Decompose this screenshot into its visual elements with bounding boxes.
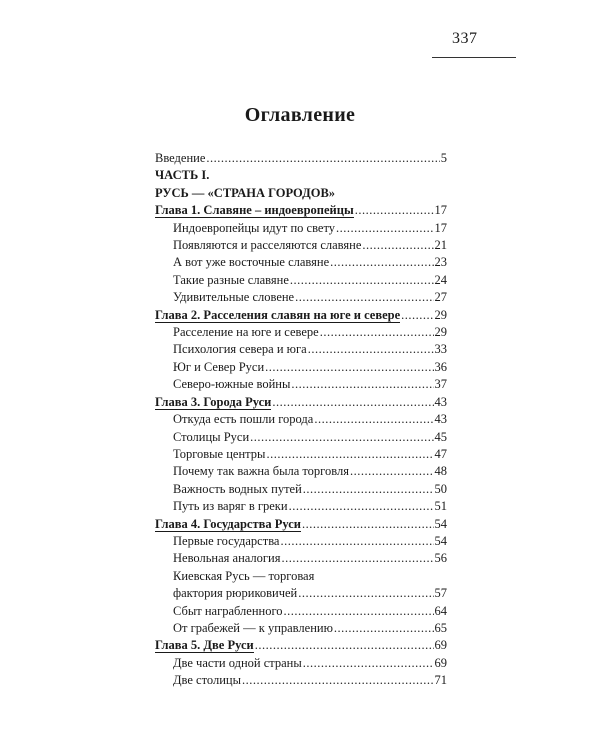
toc-section-page: 64 [434,603,447,618]
toc-section-title: фактория рюриковичей [173,586,298,601]
toc-section[interactable] [155,254,447,271]
toc-section-title: Психология севера и юга [173,342,307,357]
toc-chapter-page: 29 [434,307,447,322]
toc-section[interactable] [155,376,447,393]
toc-section[interactable] [155,498,447,515]
leader-dots [401,307,433,324]
toc-section-page: 69 [434,655,447,670]
leader-dots [250,429,433,446]
toc-section-page: 48 [434,464,447,479]
leader-dots [330,254,433,271]
toc-section-page: 17 [434,220,447,235]
toc-section-title: Две части одной страны [173,655,302,670]
toc-section-page: 56 [434,551,447,566]
leader-dots [303,655,434,672]
leader-dots [289,498,434,515]
toc-section-page: 50 [434,481,447,496]
leader-dots [350,463,434,480]
toc-section-title: Две столицы [173,673,241,688]
toc-section-page: 54 [434,533,447,548]
toc-section[interactable] [155,481,447,498]
toc-section-page: 43 [434,412,447,427]
toc-section-page: 47 [434,446,447,461]
page-number: 337 [452,30,478,47]
toc-chapter-page: 54 [434,516,447,531]
toc-section-title: Откуда есть пошли города [173,412,314,427]
leader-dots [336,220,434,237]
toc-section-page: 37 [434,377,447,392]
toc-entry-page: 5 [440,151,447,165]
toc-chapter-4[interactable] [155,516,447,533]
toc-section-title: Появляются и расселяются славяне [173,238,362,253]
leader-dots [314,411,433,428]
toc-section[interactable] [155,289,447,306]
leader-dots [298,585,433,602]
leader-dots [295,289,433,306]
toc-section-title: Невольная аналогия [173,551,281,566]
toc-section-title: Первые государства [173,533,280,548]
toc-section[interactable] [155,672,447,689]
toc-section[interactable] [155,272,447,289]
toc-section-page: 23 [434,255,447,270]
toc-chapter-5[interactable] [155,637,447,654]
toc-section-page: 57 [434,586,447,601]
toc-section-page: 36 [434,359,447,374]
toc-section[interactable] [155,411,447,428]
toc-chapter-page: 69 [434,638,447,653]
toc-section[interactable] [155,620,447,637]
part-title: РУСЬ — «СТРАНА ГОРОДОВ» [155,185,336,200]
toc-section-title: Важность водных путей [173,481,302,496]
toc-section[interactable] [155,429,447,446]
toc-chapter-3[interactable] [155,394,447,411]
toc-section-title: Удивительные словене [173,290,295,305]
toc-chapter-title: Глава 3. Города Руси [155,394,272,409]
toc-section-title: Торговые центры [173,446,266,461]
leader-dots [255,637,434,654]
toc-section[interactable] [155,550,447,567]
toc-section-title: Индоевропейцы идут по свету [173,220,335,235]
toc-section-title: Такие разные славяне [173,272,289,287]
leader-dots [272,394,433,411]
leader-dots [355,202,434,219]
toc-chapter-title: Глава 1. Славяне – индоевропейцы [155,203,354,218]
toc-section[interactable] [155,655,447,672]
toc-section[interactable] [155,324,447,341]
toc-section[interactable] [155,533,447,550]
part-label: ЧАСТЬ I. [155,168,210,183]
toc-chapter-title: Глава 2. Расселения славян на юге и севере [155,307,401,322]
toc-section-title: Северо-южные войны [173,377,291,392]
leader-dots [265,359,433,376]
toc-section[interactable] [155,446,447,463]
toc-section-page: 29 [434,325,447,340]
leader-dots [362,237,433,254]
leader-dots [290,272,434,289]
toc-entry-title: Введение [155,151,206,165]
table-of-contents [155,150,447,690]
toc-section-page: 21 [434,238,447,253]
toc-section-page: 51 [434,499,447,514]
toc-chapter-2[interactable] [155,307,447,324]
toc-section[interactable] [155,237,447,254]
toc-chapter-title: Глава 4. Государства Руси [155,516,301,531]
toc-section-title-line1: Киевская Русь — торговая [173,568,315,583]
toc-section[interactable] [155,341,447,358]
toc-section-page: 65 [434,620,447,635]
leader-dots [206,150,439,167]
toc-section-title: Юг и Север Руси [173,359,265,374]
leader-dots [291,376,433,393]
toc-section-title: Сбыт награбленного [173,603,283,618]
leader-dots [280,533,433,550]
toc-section[interactable] [155,220,447,237]
toc-section-page: 33 [434,342,447,357]
toc-chapter-page: 43 [434,394,447,409]
toc-section-page: 27 [434,290,447,305]
toc-section[interactable] [155,359,447,376]
toc-entry-intro[interactable] [155,150,447,167]
toc-section[interactable] [155,463,447,480]
toc-section-page: 45 [434,429,447,444]
leader-dots [334,620,434,637]
toc-title: Оглавление [244,104,356,126]
toc-section-page: 71 [434,673,447,688]
leader-dots [242,672,434,689]
leader-dots [303,481,434,498]
toc-section-title: Путь из варяг в греки [173,499,288,514]
header-rule [432,57,516,58]
toc-chapter-1[interactable] [155,202,447,219]
toc-section-page: 24 [434,272,447,287]
toc-chapter-title: Глава 5. Две Руси [155,638,254,653]
leader-dots [281,550,433,567]
leader-dots [266,446,433,463]
toc-chapter-page: 17 [434,203,447,218]
toc-section[interactable] [155,603,447,620]
toc-section[interactable] [155,585,447,602]
leader-dots [284,603,434,620]
leader-dots [302,516,434,533]
toc-section-title: Расселение на юге и севере [173,325,319,340]
toc-section-title: А вот уже восточные славяне [173,255,330,270]
leader-dots [308,341,434,358]
toc-section-title: Почему так важна была торговля [173,464,349,479]
leader-dots [320,324,434,341]
toc-section-title: Столицы Руси [173,429,250,444]
toc-section-title: От грабежей — к управлению [173,620,333,635]
